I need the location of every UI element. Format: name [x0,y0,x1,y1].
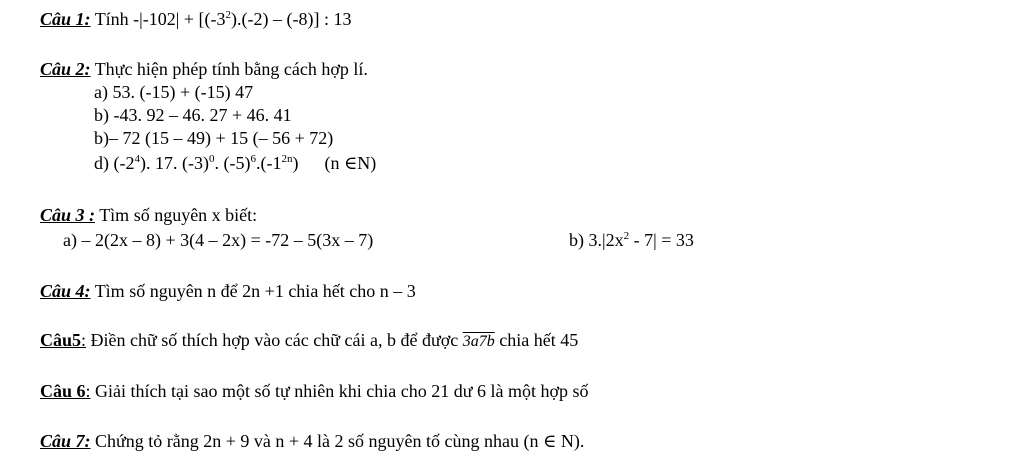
item-d-exp-3: 6 [250,153,256,165]
question-4-text: Tìm số nguyên n để 2n +1 chia hết cho n – 3 [90,281,416,301]
question-3-part-a: a) – 2(2x – 8) + 3(4 – 2x) = -72 – 5(3x – 7) [63,230,374,250]
question-6-label: Câu 6 [40,381,86,401]
question-5-tail: chia hết 45 [494,330,579,350]
item-d-part-5: ) [292,153,299,173]
question-6-colon: : [85,381,91,401]
question-5-colon: : [81,330,87,350]
question-4-label: Câu 4: [40,281,91,301]
question-2-item-a: a) 53. (-15) + (-15) 47 [94,82,254,102]
question-3 [40,204,257,226]
question-7-text: Chứng tỏ rằng 2n + 9 và n + 4 là 2 số nguyên tố cùng nhau (n ∈ N). [90,431,585,451]
item-d-exp-4: 2n [281,153,293,165]
question-1-text-a: Tính -|-102| + [(-3 [90,9,226,29]
question-3-text: Tìm số nguyên x biết: [95,205,258,225]
question-2-item-b1: b) -43. 92 – 46. 27 + 46. 41 [94,105,292,125]
question-5-number: 3a7b [462,333,495,350]
item-d-part-3: . (-5) [214,153,251,173]
question-3-part-b-lhs: b) 3.|2x [569,230,624,250]
question-4 [40,280,416,302]
item-d-part-4: .(-1 [255,153,282,173]
question-2-text: Thực hiện phép tính bằng cách hợp lí. [90,59,368,79]
question-1-text-b: ).(-2) – (-8)] : 13 [231,9,352,29]
question-2 [40,58,368,80]
question-2-item-b2: b)– 72 (15 – 49) + 15 (– 56 + 72) [94,128,334,148]
item-d-exp-2: 0 [208,153,215,165]
question-5-label: Câu5 [40,330,82,350]
question-2-label: Câu 2: [40,59,91,79]
question-7 [40,430,584,452]
item-d-part-2: ). 17. (-3) [139,153,209,173]
question-3-part-b-exponent: 2 [623,230,630,242]
item-d-condition: (n ∈N) [324,153,377,173]
question-3-part-b [569,229,694,251]
question-5-text: Điền chữ số thích hợp vào các chữ cái a, b để được [86,330,463,350]
question-6-text: Giải thích tại sao một số tự nhiên khi chia cho 21 dư 6 là một hợp số [90,381,589,401]
question-3-label: Câu 3 : [40,205,96,225]
item-d-exp-1: 4 [134,153,140,165]
question-6 [40,380,589,402]
question-7-label: Câu 7: [40,431,91,451]
question-3-part-b-rhs: - 7| = 33 [629,230,694,250]
question-1 [40,8,351,30]
question-5 [40,329,578,353]
question-1-label: Câu 1: [40,9,91,29]
question-2-item-d [94,152,376,174]
question-1-exponent: 2 [225,9,232,21]
item-d-part-1: d) (-2 [94,153,135,173]
